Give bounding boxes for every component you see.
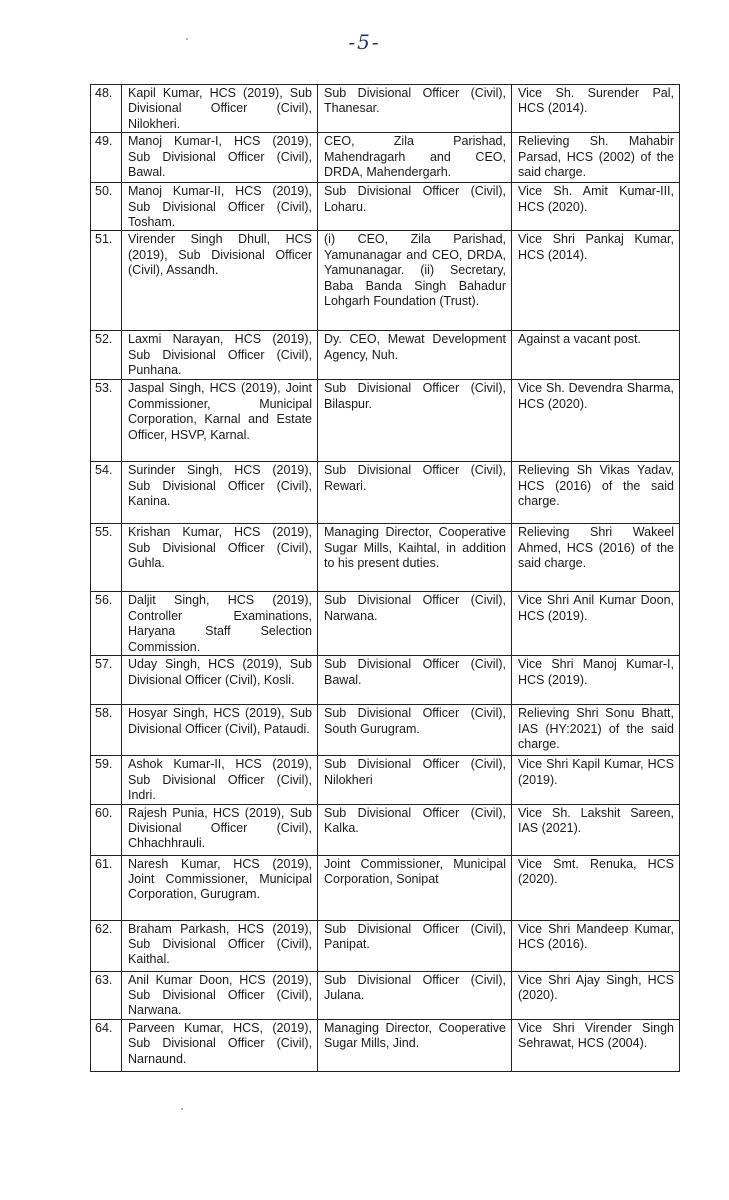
officer-details: Virender Singh Dhull, HCS (2019), Sub Divisional Officer (Civil), Assandh. (122, 231, 318, 331)
remarks: Vice Shri Pankaj Kumar, HCS (2014). (512, 231, 680, 331)
officer-details: Uday Singh, HCS (2019), Sub Divisional Officer (Civil), Kosli. (122, 656, 318, 705)
new-posting: Sub Divisional Officer (Civil), Bawal. (318, 656, 512, 705)
table-row (91, 756, 680, 804)
officer-details: Anil Kumar Doon, HCS (2019), Sub Divisional Officer (Civil), Narwana. (122, 971, 318, 1019)
serial-number: 63. (91, 971, 122, 1019)
remarks: Vice Sh. Lakshit Sareen, IAS (2021). (512, 804, 680, 855)
remarks: Vice Sh. Surender Pal, HCS (2014). (512, 85, 680, 133)
new-posting: Joint Commissioner, Municipal Corporation, Sonipat (318, 855, 512, 920)
table-row (91, 85, 680, 133)
table-row (91, 1019, 680, 1071)
table-row (91, 524, 680, 592)
serial-number: 57. (91, 656, 122, 705)
remarks: Vice Sh. Amit Kumar-III, HCS (2020). (512, 183, 680, 231)
posting-orders-table (90, 84, 680, 1072)
serial-number: 64. (91, 1019, 122, 1071)
serial-number: 53. (91, 380, 122, 462)
table-row (91, 656, 680, 705)
serial-number: 52. (91, 331, 122, 380)
table-row (91, 855, 680, 920)
serial-number: 48. (91, 85, 122, 133)
new-posting: CEO, Zila Parishad, Mahendragarh and CEO, DRDA, Mahendergarh. (318, 133, 512, 183)
officer-details: Parveen Kumar, HCS, (2019), Sub Divisional Officer (Civil), Narnaund. (122, 1019, 318, 1071)
serial-number: 58. (91, 705, 122, 756)
serial-number: 60. (91, 804, 122, 855)
table-body (91, 85, 680, 1072)
remarks: Vice Shri Manoj Kumar-I, HCS (2019). (512, 656, 680, 705)
officer-details: Laxmi Narayan, HCS (2019), Sub Divisional Officer (Civil), Punhana. (122, 331, 318, 380)
officer-details: Naresh Kumar, HCS (2019), Joint Commissioner, Municipal Corporation, Gurugram. (122, 855, 318, 920)
table-row (91, 920, 680, 971)
officer-details: Manoj Kumar-II, HCS (2019), Sub Divisional Officer (Civil), Tosham. (122, 183, 318, 231)
new-posting: Sub Divisional Officer (Civil), Loharu. (318, 183, 512, 231)
officer-details: Braham Parkash, HCS (2019), Sub Divisional Officer (Civil), Kaithal. (122, 920, 318, 971)
remarks: Vice Shri Virender Singh Sehrawat, HCS (2004). (512, 1019, 680, 1071)
table-row (91, 705, 680, 756)
new-posting: Sub Divisional Officer (Civil), Kalka. (318, 804, 512, 855)
serial-number: 49. (91, 133, 122, 183)
serial-number: 55. (91, 524, 122, 592)
serial-number: 50. (91, 183, 122, 231)
serial-number: 51. (91, 231, 122, 331)
officer-details: Manoj Kumar-I, HCS (2019), Sub Divisional Officer (Civil), Bawal. (122, 133, 318, 183)
new-posting: Sub Divisional Officer (Civil), Narwana. (318, 592, 512, 656)
remarks: Vice Smt. Renuka, HCS (2020). (512, 855, 680, 920)
remarks: Vice Shri Kapil Kumar, HCS (2019). (512, 756, 680, 804)
new-posting: Sub Divisional Officer (Civil), Thanesar. (318, 85, 512, 133)
new-posting: Sub Divisional Officer (Civil), Panipat. (318, 920, 512, 971)
table-row (91, 380, 680, 462)
remarks: Relieving Shri Wakeel Ahmed, HCS (2016) of the said charge. (512, 524, 680, 592)
table-row (91, 183, 680, 231)
serial-number: 54. (91, 462, 122, 524)
officer-details: Hosyar Singh, HCS (2019), Sub Divisional Officer (Civil), Pataudi. (122, 705, 318, 756)
remarks: Vice Shri Mandeep Kumar, HCS (2016). (512, 920, 680, 971)
table-row (91, 231, 680, 331)
serial-number: 62. (91, 920, 122, 971)
remarks: Against a vacant post. (512, 331, 680, 380)
table-row (91, 133, 680, 183)
table-row (91, 462, 680, 524)
remarks: Vice Shri Ajay Singh, HCS (2020). (512, 971, 680, 1019)
officer-details: Surinder Singh, HCS (2019), Sub Divisional Officer (Civil), Kanina. (122, 462, 318, 524)
table-row (91, 804, 680, 855)
new-posting: Managing Director, Cooperative Sugar Mills, Jind. (318, 1019, 512, 1071)
officer-details: Rajesh Punia, HCS (2019), Sub Divisional Officer (Civil), Chhachhrauli. (122, 804, 318, 855)
serial-number: 61. (91, 855, 122, 920)
serial-number: 59. (91, 756, 122, 804)
table-row (91, 331, 680, 380)
serial-number: 56. (91, 592, 122, 656)
officer-details: Daljit Singh, HCS (2019), Controller Examinations, Haryana Staff Selection Commission. (122, 592, 318, 656)
remarks: Vice Shri Anil Kumar Doon, HCS (2019). (512, 592, 680, 656)
remarks: Relieving Sh. Mahabir Parsad, HCS (2002) of the said charge. (512, 133, 680, 183)
new-posting: Managing Director, Cooperative Sugar Mills, Kaihtal, in addition to his present duties. (318, 524, 512, 592)
new-posting: (i) CEO, Zila Parishad, Yamunanagar and CEO, DRDA, Yamunanagar. (ii) Secretary, Baba Banda Singh Bahadur Lohgarh Foundation (Trust). (318, 231, 512, 331)
remarks: Relieving Sh Vikas Yadav, HCS (2016) of the said charge. (512, 462, 680, 524)
officer-details: Ashok Kumar-II, HCS (2019), Sub Divisional Officer (Civil), Indri. (122, 756, 318, 804)
officer-details: Kapil Kumar, HCS (2019), Sub Divisional Officer (Civil), Nilokheri. (122, 85, 318, 133)
new-posting: Sub Divisional Officer (Civil), Bilaspur. (318, 380, 512, 462)
remarks: Relieving Shri Sonu Bhatt, IAS (HY:2021) of the said charge. (512, 705, 680, 756)
new-posting: Sub Divisional Officer (Civil), Rewari. (318, 462, 512, 524)
new-posting: Sub Divisional Officer (Civil), Nilokheri (318, 756, 512, 804)
scan-speck (186, 38, 188, 40)
page-number: -5- (348, 30, 381, 54)
remarks: Vice Sh. Devendra Sharma, HCS (2020). (512, 380, 680, 462)
officer-details: Krishan Kumar, HCS (2019), Sub Divisional Officer (Civil), Guhla. (122, 524, 318, 592)
new-posting: Dy. CEO, Mewat Development Agency, Nuh. (318, 331, 512, 380)
new-posting: Sub Divisional Officer (Civil), South Gurugram. (318, 705, 512, 756)
table-row (91, 971, 680, 1019)
officer-details: Jaspal Singh, HCS (2019), Joint Commissioner, Municipal Corporation, Karnal and Estate Officer, HSVP, Karnal. (122, 380, 318, 462)
new-posting: Sub Divisional Officer (Civil), Julana. (318, 971, 512, 1019)
table-row (91, 592, 680, 656)
scan-speck (181, 1108, 183, 1110)
